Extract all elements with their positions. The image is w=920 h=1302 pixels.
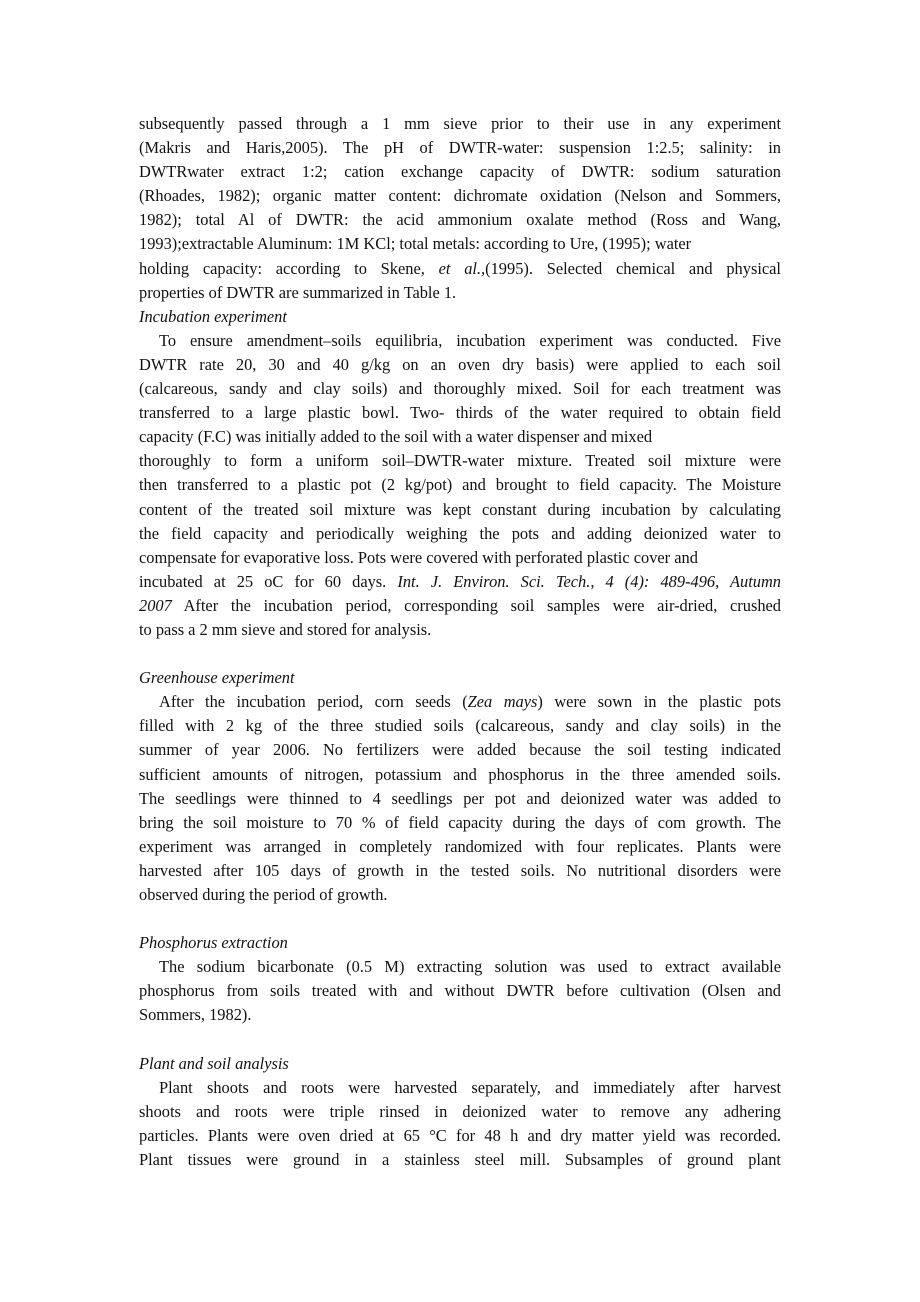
text-line: (calcareous, sandy and clay soils) and thoroughly mixed. Soil for each treatment was <box>139 379 781 399</box>
text-line: observed during the period of growth. <box>139 885 388 904</box>
greenhouse-text: After the incubation period, corn seeds ( <box>159 692 468 712</box>
intro-paragraph <box>139 112 781 305</box>
skene-text-end: (1995). Selected chemical and physical <box>485 258 781 278</box>
section-heading-phosphorus: Phosphorus extraction <box>139 933 288 953</box>
text-line: Sommers, 1982). <box>139 1005 252 1025</box>
text-line <box>139 257 781 281</box>
text-line: The sodium bicarbonate (0.5 M) extracting solution was used to extract available <box>159 957 781 977</box>
text-line: then transferred to a plastic pot (2 kg/pot) and brought to field capacity. The Moisture <box>139 475 781 495</box>
text-line: Plant tissues were ground in a stainless steel mill. Subsamples of ground plant <box>139 1150 781 1170</box>
text-line: DWTRwater extract 1:2; cation exchange capacity of DWTR: sodium saturation <box>139 162 781 182</box>
plant-soil-paragraph <box>139 1076 781 1172</box>
text-line: harvested after 105 days of growth in the tested soils. No nutritional disorders were <box>139 860 781 880</box>
text-line: thoroughly to form a uniform soil–DWTR-water mixture. Treated soil mixture were <box>139 451 781 471</box>
et-al-italic: et al., <box>438 258 486 278</box>
incubation-text: incubated at 25 oC for 60 days. <box>139 571 398 591</box>
text-line: content of the treated soil mixture was kept constant during incubation by calculating <box>139 499 781 519</box>
text-line <box>139 570 781 594</box>
paragraph-gap <box>139 907 781 931</box>
text-line: capacity (F.C) was initially added to the soil with a water dispenser and mixed <box>139 427 653 447</box>
text-line: to pass a 2 mm sieve and stored for analysis. <box>139 619 432 639</box>
section-heading-incubation: Incubation experiment <box>139 306 287 326</box>
journal-citation-italic: Int. J. Environ. Sci. Tech., 4 (4): 489-496, Autumn <box>397 571 781 591</box>
journal-year-italic: 2007 <box>139 595 172 615</box>
section-heading-plant-soil: Plant and soil analysis <box>139 1053 289 1073</box>
text-line <box>139 594 781 618</box>
paragraph-gap <box>139 1028 781 1052</box>
text-line: compensate for evaporative loss. Pots were covered with perforated plastic cover and <box>139 547 698 567</box>
incubation-paragraph <box>139 329 781 642</box>
text-line: 1982); total Al of DWTR: the acid ammonium oxalate method (Ross and Wang, <box>139 210 781 230</box>
paragraph-gap <box>139 642 781 666</box>
text-line: Plant shoots and roots were harvested separately, and immediately after harvest <box>159 1077 781 1097</box>
text-line: experiment was arranged in completely randomized with four replicates. Plants were <box>139 836 781 856</box>
text-line: 1993);extractable Aluminum: 1M KCl; total metals: according to Ure, (1995); water <box>139 234 692 254</box>
text-line: the field capacity and periodically weighing the pots and adding deionized water to <box>139 523 781 543</box>
text-line: shoots and roots were triple rinsed in deionized water to remove any adhering <box>139 1101 781 1121</box>
incubation-text-cont: After the incubation period, corresponding soil samples were air-dried, crushed <box>171 595 781 615</box>
text-line: transferred to a large plastic bowl. Two- thirds of the water required to obtain field <box>139 403 781 423</box>
text-line: To ensure amendment–soils equilibria, incubation experiment was conducted. Five <box>159 330 781 350</box>
text-line: particles. Plants were oven dried at 65 °C for 48 h and dry matter yield was recorded. <box>139 1125 781 1145</box>
section-heading-greenhouse: Greenhouse experiment <box>139 668 295 688</box>
text-line: bring the soil moisture to 70 % of field capacity during the days of com growth. The <box>139 812 781 832</box>
text-line: (Makris and Haris,2005). The pH of DWTR-water: suspension 1:2.5; salinity: in <box>139 138 781 158</box>
text-line: DWTR rate 20, 30 and 40 g/kg on an oven dry basis) were applied to each soil <box>139 354 781 374</box>
text-line: filled with 2 kg of the three studied soils (calcareous, sandy and clay soils) in the <box>139 716 781 736</box>
text-line <box>139 690 781 714</box>
skene-text: holding capacity: according to Skene, <box>139 258 439 278</box>
text-line: subsequently passed through a 1 mm sieve prior to their use in any experiment <box>139 114 781 133</box>
greenhouse-paragraph <box>139 690 781 907</box>
greenhouse-text-cont: ) were sown in the plastic pots <box>537 692 781 712</box>
text-line: The seedlings were thinned to 4 seedlings per pot and deionized water was added to <box>139 788 781 808</box>
text-line: properties of DWTR are summarized in Table 1. <box>139 282 457 302</box>
species-italic: Zea mays <box>467 692 538 712</box>
page-body <box>139 112 781 1172</box>
text-line: (Rhoades, 1982); organic matter content: dichromate oxidation (Nelson and Sommers, <box>139 186 781 206</box>
phosphorus-paragraph <box>139 955 781 1027</box>
text-line: phosphorus from soils treated with and without DWTR before cultivation (Olsen and <box>139 981 781 1001</box>
text-line: summer of year 2006. No fertilizers were added because the soil testing indicated <box>139 740 781 760</box>
text-line: sufficient amounts of nitrogen, potassium and phosphorus in the three amended soils. <box>139 764 781 784</box>
